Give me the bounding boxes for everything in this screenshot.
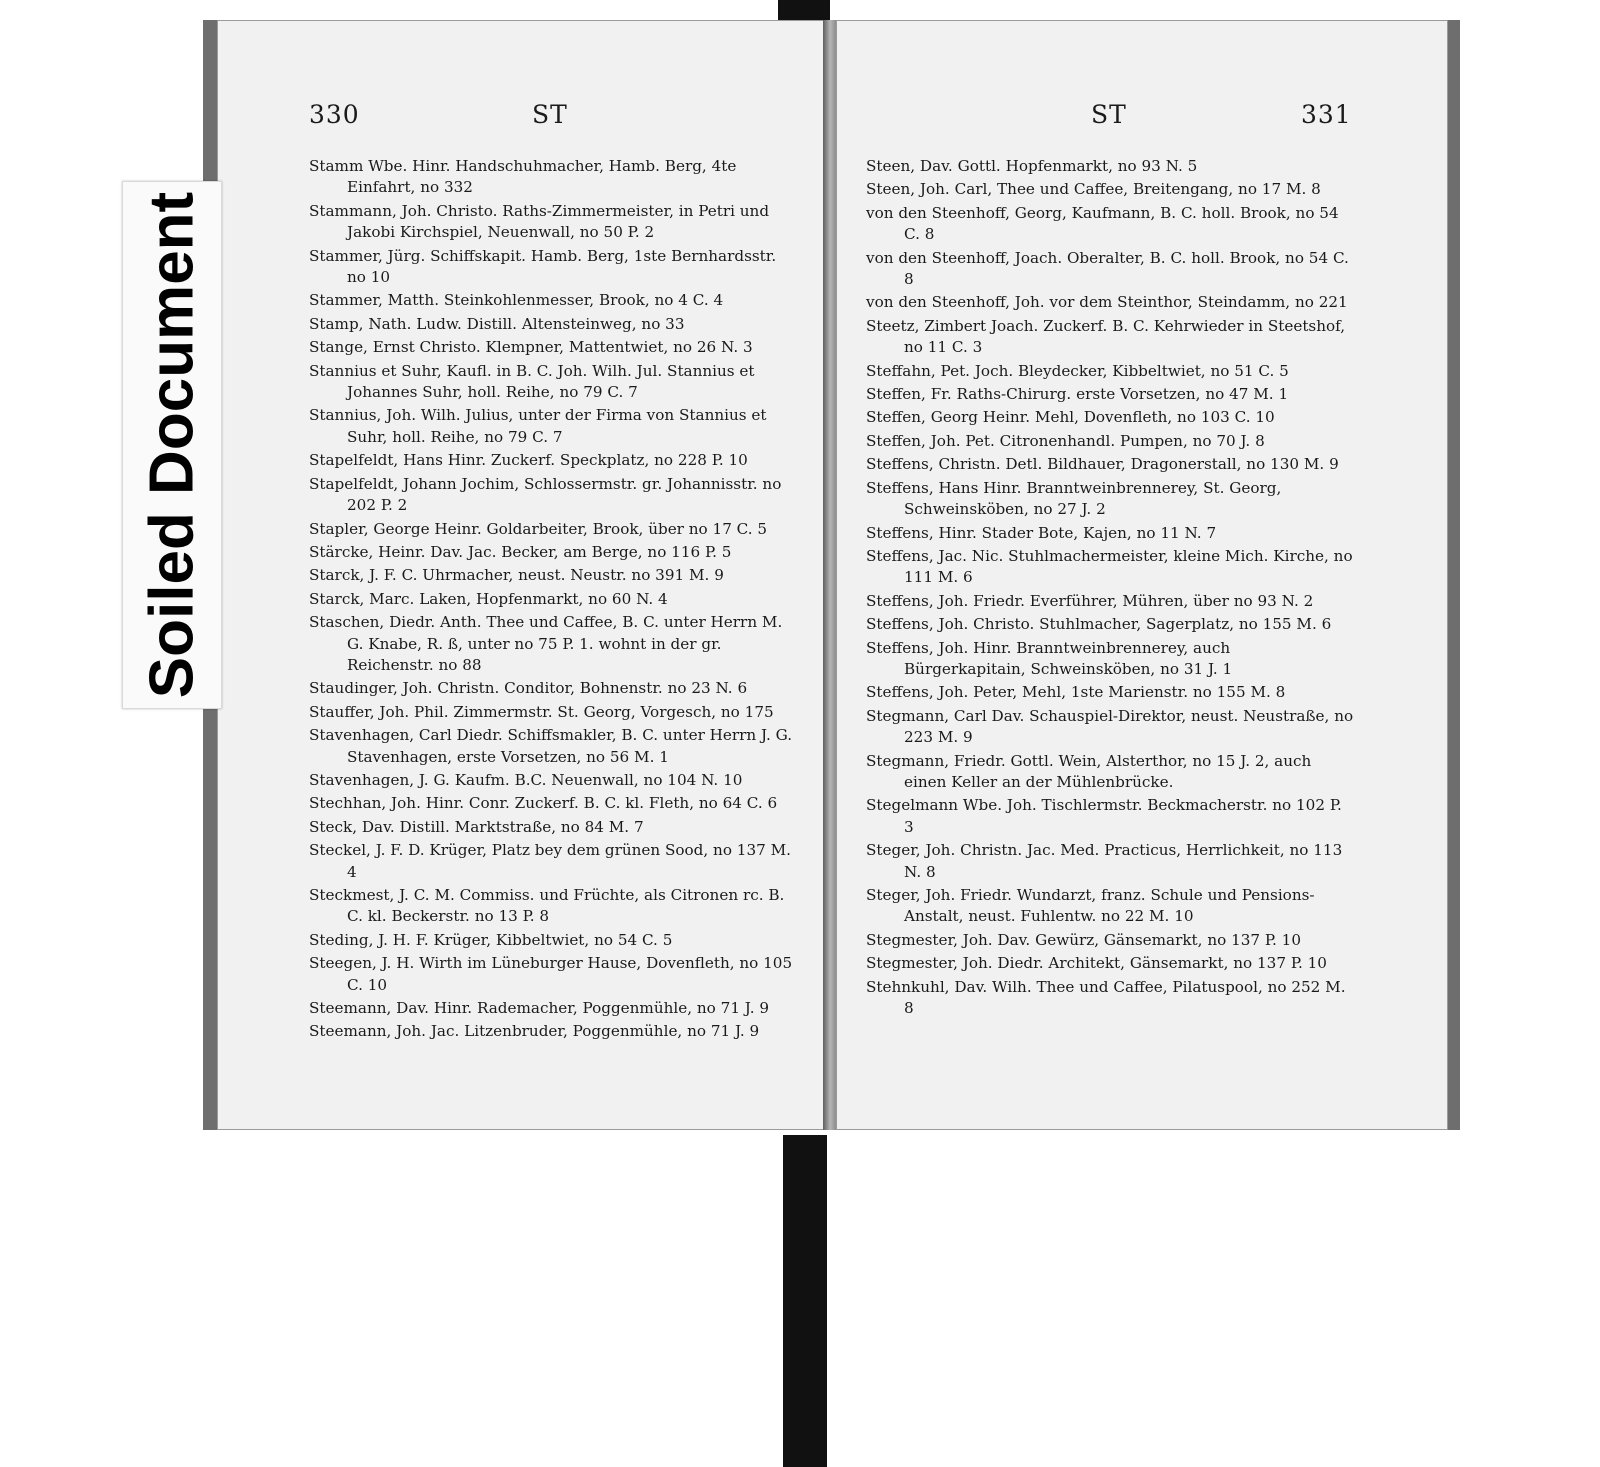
left-entry-list (309, 156, 799, 1045)
right-page (836, 20, 1460, 1130)
directory-entry: Steffens, Hans Hinr. Branntweinbrennerey, St. Georg, Schweinsköben, no 27 J. 2 (866, 478, 1282, 519)
directory-entry: Steck, Dav. Distill. Marktstraße, no 84 M. 7 (309, 817, 644, 836)
directory-entry: Stegmann, Friedr. Gottl. Wein, Alsterthor, no 15 J. 2, auch einen Keller an der Mühlenbrücke. (866, 751, 1312, 791)
directory-entry: Steen, Joh. Carl, Thee und Caffee, Breitengang, no 17 M. 8 (866, 180, 1321, 199)
directory-entry: Stamm Wbe. Hinr. Handschuhmacher, Hamb. Berg, 4te Einfahrt, no 332 (309, 157, 737, 197)
directory-entry: Steger, Joh. Friedr. Wundarzt, franz. Schule und Pensions-Anstalt, neust. Fuhlentw. no 22 M. 10 (866, 886, 1315, 926)
directory-entry: von den Steenhoff, Georg, Kaufmann, B. C. holl. Brook, no 54 C. 8 (866, 203, 1339, 244)
directory-entry: Stange, Ernst Christo. Klempner, Mattentwiet, no 26 N. 3 (309, 338, 753, 357)
directory-entry: Steffen, Georg Heinr. Mehl, Dovenfleth, no 103 C. 10 (866, 408, 1275, 427)
directory-entry: Steffens, Joh. Christo. Stuhlmacher, Sagerplatz, no 155 M. 6 (866, 615, 1332, 634)
directory-entry: Steding, J. H. F. Krüger, Kibbeltwiet, no 54 C. 5 (309, 930, 673, 949)
right-page-header: ST (1091, 100, 1127, 129)
directory-entry: Stannius et Suhr, Kaufl. in B. C. Joh. Wilh. Jul. Stannius et Johannes Suhr, holl. Reihe, no 79 C. 7 (309, 361, 755, 402)
soiled-document-stamp (122, 181, 222, 709)
directory-entry: Steemann, Joh. Jac. Litzenbruder, Poggenmühle, no 71 J. 9 (309, 1022, 760, 1041)
directory-entry: Steffen, Joh. Pet. Citronenhandl. Pumpen, no 70 J. 8 (866, 431, 1265, 450)
directory-entry: Stavenhagen, J. G. Kaufm. B.C. Neuenwall, no 104 N. 10 (309, 770, 743, 789)
directory-entry: Steckmest, J. C. M. Commiss. und Früchte, als Citronen rc. B. C. kl. Beckerstr. no 13 P. 8 (309, 886, 785, 926)
directory-entry: Steffens, Joh. Peter, Mehl, 1ste Marienstr. no 155 M. 8 (866, 683, 1286, 702)
directory-entry: Stegelmann Wbe. Joh. Tischlermstr. Beckmacherstr. no 102 P. 3 (866, 796, 1342, 836)
directory-entry: Stamp, Nath. Ludw. Distill. Altensteinweg, no 33 (309, 314, 685, 333)
directory-entry: Stegmester, Joh. Dav. Gewürz, Gänsemarkt, no 137 P. 10 (866, 930, 1302, 949)
directory-entry: Stannius, Joh. Wilh. Julius, unter der Firma von Stannius et Suhr, holl. Reihe, no 79 C. 7 (309, 406, 767, 446)
directory-entry: Stapelfeldt, Hans Hinr. Zuckerf. Speckplatz, no 228 P. 10 (309, 451, 748, 470)
directory-entry: Stegmester, Joh. Diedr. Architekt, Gänsemarkt, no 137 P. 10 (866, 954, 1327, 973)
directory-entry: Steffens, Jac. Nic. Stuhlmachermeister, kleine Mich. Kirche, no 111 M. 6 (866, 546, 1353, 587)
directory-entry: Stegmann, Carl Dav. Schauspiel-Direktor, neust. Neustraße, no 223 M. 9 (866, 706, 1354, 747)
directory-entry: Steffens, Joh. Hinr. Branntweinbrennerey, auch Bürgerkapitain, Schweinsköben, no 31 J. 1 (866, 638, 1233, 678)
directory-entry: Steetz, Zimbert Joach. Zuckerf. B. C. Kehrwieder in Steetshof, no 11 C. 3 (866, 316, 1346, 357)
open-book (203, 20, 1455, 1138)
directory-entry: Stammer, Matth. Steinkohlenmesser, Brook, no 4 C. 4 (309, 291, 724, 310)
directory-entry: Steffens, Hinr. Stader Bote, Kajen, no 11 N. 7 (866, 523, 1217, 542)
directory-entry: Steckel, J. F. D. Krüger, Platz bey dem grünen Sood, no 137 M. 4 (309, 841, 792, 881)
left-page-header: ST (532, 100, 568, 129)
directory-entry: Steegen, J. H. Wirth im Lüneburger Hause, Dovenfleth, no 105 C. 10 (309, 954, 793, 994)
directory-entry: Steger, Joh. Christn. Jac. Med. Practicus, Herrlichkeit, no 113 N. 8 (866, 841, 1343, 881)
directory-entry: Starck, Marc. Laken, Hopfenmarkt, no 60 N. 4 (309, 589, 668, 608)
directory-entry: Stärcke, Heinr. Dav. Jac. Becker, am Berge, no 116 P. 5 (309, 542, 732, 561)
book-spine-bottom (783, 1135, 827, 1467)
directory-entry: Stammer, Jürg. Schiffskapit. Hamb. Berg, 1ste Bernhardsstr. no 10 (309, 246, 777, 287)
directory-entry: Steffen, Fr. Raths-Chirurg. erste Vorsetzen, no 47 M. 1 (866, 385, 1289, 404)
directory-entry: Steffens, Joh. Friedr. Everführer, Mühren, über no 93 N. 2 (866, 591, 1314, 610)
directory-entry: Staudinger, Joh. Christn. Conditor, Bohnenstr. no 23 N. 6 (309, 679, 748, 698)
directory-entry: Steffahn, Pet. Joch. Bleydecker, Kibbeltwiet, no 51 C. 5 (866, 361, 1289, 380)
directory-entry: Stehnkuhl, Dav. Wilh. Thee und Caffee, Pilatuspool, no 252 M. 8 (866, 977, 1346, 1018)
stamp-label: Soiled Document (137, 191, 207, 699)
directory-entry: von den Steenhoff, Joh. vor dem Steinthor, Steindamm, no 221 (866, 293, 1348, 312)
directory-entry: Stapler, George Heinr. Goldarbeiter, Brook, über no 17 C. 5 (309, 519, 768, 538)
directory-entry: Steen, Dav. Gottl. Hopfenmarkt, no 93 N. 5 (866, 157, 1198, 175)
directory-entry: Stavenhagen, Carl Diedr. Schiffsmakler, B. C. unter Herrn J. G. Stavenhagen, erste Vorsetzen, no 56 M. 1 (309, 726, 793, 766)
directory-entry: von den Steenhoff, Joach. Oberalter, B. C. holl. Brook, no 54 C. 8 (866, 248, 1349, 289)
directory-entry: Stauffer, Joh. Phil. Zimmermstr. St. Georg, Vorgesch, no 175 (309, 702, 774, 721)
left-page (203, 20, 842, 1130)
directory-entry: Staschen, Diedr. Anth. Thee und Caffee, B. C. unter Herrn M. G. Knabe, R. ß, unter no 75 P. 1. wohnt in der gr. Reichenstr. no 88 (309, 613, 783, 674)
right-page-number: 331 (1301, 100, 1352, 129)
directory-entry: Steffens, Christn. Detl. Bildhauer, Dragonerstall, no 130 M. 9 (866, 455, 1339, 474)
directory-entry: Stapelfeldt, Johann Jochim, Schlossermstr. gr. Johannisstr. no 202 P. 2 (309, 474, 782, 515)
directory-entry: Stammann, Joh. Christo. Raths-Zimmermeister, in Petri und Jakobi Kirchspiel, Neuenwall, no 50 P. 2 (309, 201, 770, 242)
right-entry-list (866, 156, 1356, 1021)
directory-entry: Starck, J. F. C. Uhrmacher, neust. Neustr. no 391 M. 9 (309, 566, 724, 585)
left-page-number: 330 (309, 100, 360, 129)
directory-entry: Stechhan, Joh. Hinr. Conr. Zuckerf. B. C. kl. Fleth, no 64 C. 6 (309, 794, 778, 813)
directory-entry: Steemann, Dav. Hinr. Rademacher, Poggenmühle, no 71 J. 9 (309, 999, 770, 1018)
